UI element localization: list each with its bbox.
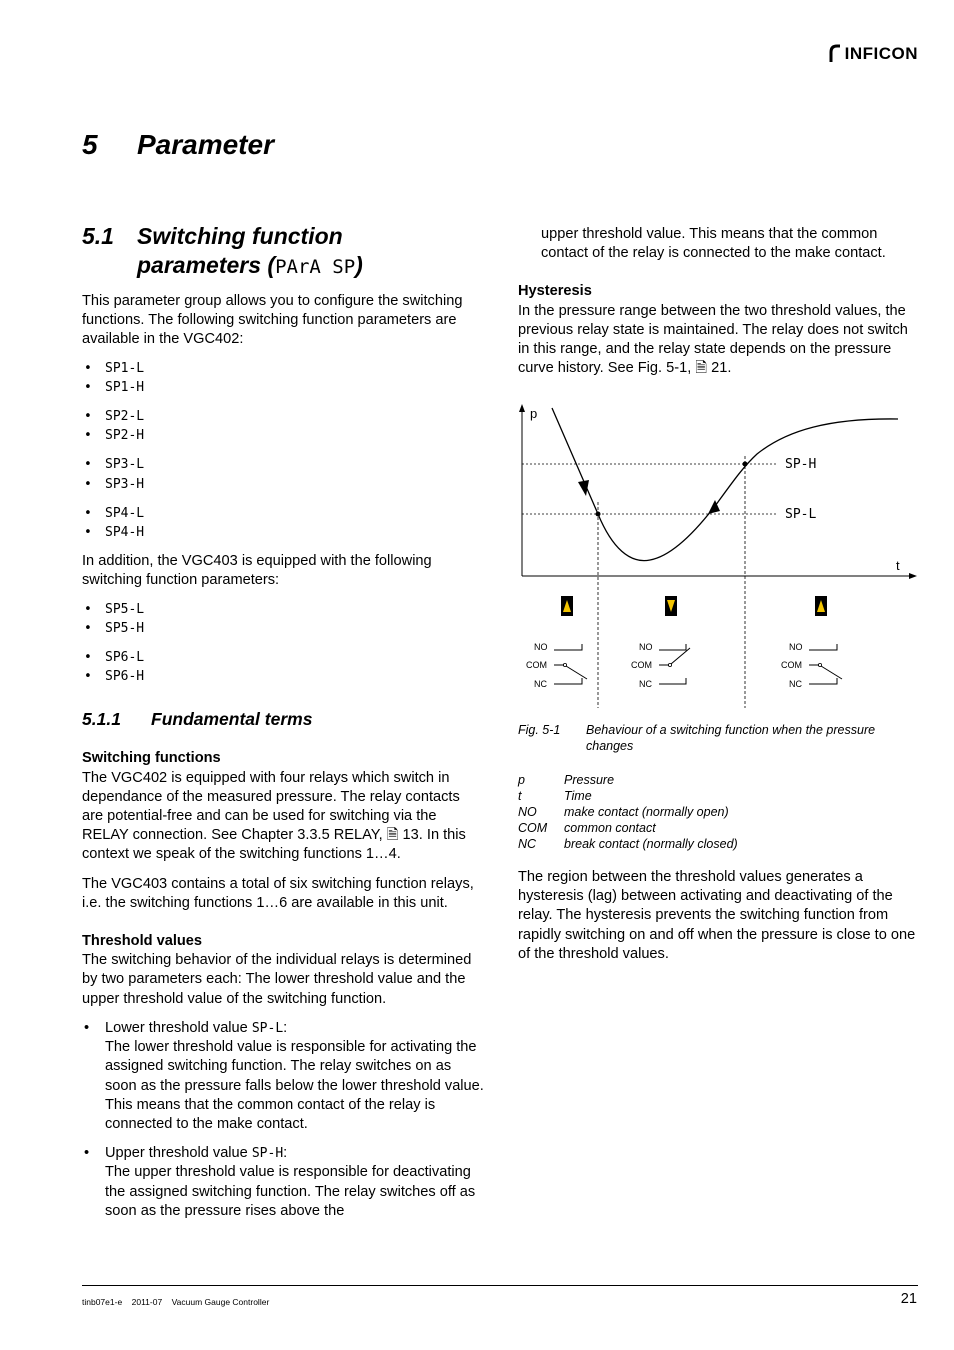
- legend-key: t: [518, 789, 522, 803]
- legend-value: Pressure: [564, 773, 615, 787]
- contact-1-no: NO: [534, 642, 548, 652]
- sp-list-vgc402: [82, 359, 484, 543]
- legend-key: NO: [518, 805, 537, 819]
- hysteresis-heading: Hysteresis: [518, 283, 592, 300]
- section-title-code: PArA SP: [275, 256, 356, 278]
- contact-1-nc: NC: [534, 679, 547, 689]
- p-axis-arrow: [519, 404, 525, 412]
- lower-threshold-code: SP-L: [251, 1020, 284, 1036]
- legend-value: make contact (normally open): [564, 805, 729, 819]
- lower-threshold-label: Lower threshold value: [105, 1019, 252, 1036]
- legend-key: p: [518, 773, 525, 787]
- sp-parameter-item: • SP5-L: [82, 600, 484, 619]
- sp-group: [82, 407, 484, 445]
- upper-threshold-colon: :: [283, 1145, 288, 1162]
- contact-2-nc: NC: [639, 679, 652, 689]
- sp-list-vgc403: [82, 600, 484, 687]
- legend-row: [518, 772, 918, 788]
- contact-diagram-1: [526, 642, 587, 689]
- contact-3-no: NO: [789, 642, 803, 652]
- left-column: [82, 292, 484, 1221]
- sp-parameter-item: • SP2-L: [82, 407, 484, 426]
- subsection-number: 5.1.1: [82, 709, 121, 730]
- logo-text: INFICON: [844, 44, 918, 64]
- legend-row: [518, 836, 918, 852]
- sp-parameter-item: • SP3-L: [82, 455, 484, 474]
- state-indicator-3: [815, 596, 827, 616]
- page-number: 21: [900, 1291, 917, 1307]
- legend-key: NC: [518, 837, 537, 851]
- sp-parameter-item: • SP4-L: [82, 504, 484, 523]
- figure-caption: [518, 722, 918, 754]
- legend-row: [518, 820, 918, 836]
- legend-value: break contact (normally closed): [564, 837, 738, 851]
- sp-parameter-item: • SP1-H: [82, 378, 484, 397]
- inficon-logo: [828, 44, 918, 64]
- upper-threshold-item: [82, 1144, 484, 1221]
- legend-value: Time: [564, 789, 592, 803]
- lower-threshold-colon: :: [283, 1019, 288, 1036]
- sp-l-label: SP-L: [785, 507, 817, 522]
- axis-t-label: t: [896, 558, 900, 573]
- sp-group: [82, 504, 484, 542]
- contact-3-nc: NC: [789, 679, 802, 689]
- figure-legend: [518, 772, 918, 852]
- intro-paragraph: This parameter group allows you to configure the switching functions. The following switching function parameters are available in the VGC402:: [82, 293, 463, 348]
- contact-3-com: COM: [781, 660, 802, 670]
- sp-parameter-item: • SP3-H: [82, 475, 484, 494]
- contact-diagram-3: [781, 642, 842, 689]
- region-text: The region between the threshold values generates a hysteresis (lag) between activating and deactivating of the relay. The hysteresis prevents the switching function from rapidly switching on and off when the pressure is close to one of the threshold values.: [518, 869, 916, 962]
- sp-parameter-item: • SP1-L: [82, 359, 484, 378]
- pressure-curve: [552, 408, 898, 561]
- threshold-heading: Threshold values: [82, 933, 203, 950]
- section-title-prefix: parameters (: [137, 252, 276, 278]
- figure-caption-block: [518, 722, 918, 964]
- contact-2-com: COM: [631, 660, 652, 670]
- footer-doc-info: tinb07e1-e 2011-07 Vacuum Gauge Controller: [82, 1297, 270, 1307]
- state-indicator-2: [665, 596, 677, 616]
- figure-label: Fig. 5-1: [518, 723, 561, 737]
- curve-arrow-down: [578, 480, 589, 496]
- vgc403-text: The VGC403 contains a total of six switching function relays, i.e. the switching functions 1…6 are available in this unit.: [82, 875, 474, 911]
- footer-divider: [82, 1285, 918, 1286]
- legend-row: [518, 788, 918, 804]
- section-number: 5.1: [82, 223, 114, 249]
- chapter-title: [82, 128, 274, 162]
- upper-threshold-code: SP-H: [251, 1146, 284, 1162]
- threshold-text: The switching behavior of the individual relays is determined by two parameters each: The lower threshold value and the upper threshold value of the switching function.: [82, 952, 472, 1007]
- state-indicator-1: [561, 596, 573, 616]
- contact-diagram-2: [631, 642, 690, 689]
- switch-point-1: [596, 512, 601, 517]
- sp-parameter-item: • SP2-H: [82, 426, 484, 445]
- right-column: [518, 225, 918, 378]
- sp-parameter-item: • SP6-L: [82, 648, 484, 667]
- contact-1-com: COM: [526, 660, 547, 670]
- switch-point-2: [743, 462, 748, 467]
- t-axis-arrow: [909, 573, 917, 579]
- legend-row: [518, 804, 918, 820]
- chapter-number: 5: [82, 129, 98, 160]
- sp-group: [82, 648, 484, 686]
- sp-group: [82, 600, 484, 638]
- legend-key: COM: [518, 821, 548, 835]
- section-title-suffix: ): [355, 252, 363, 278]
- chapter-title-text: Parameter: [137, 129, 274, 160]
- axis-p-label: p: [530, 406, 538, 421]
- sp-parameter-item: • SP4-H: [82, 523, 484, 542]
- figure-caption-text: Behaviour of a switching function when the pressure changes: [586, 723, 876, 753]
- switching-figure: [512, 398, 922, 710]
- subsection-title-text: Fundamental terms: [151, 709, 313, 730]
- legend-value: common contact: [564, 821, 656, 835]
- section-title-line1: Switching function: [137, 223, 343, 249]
- contact-2-no: NO: [639, 642, 653, 652]
- lower-threshold-text: The lower threshold value is responsible for activating the assigned switching function. The relay switches on as soon as the pressure falls below the lower threshold value. This means that the common contact of the relay is connected to the make contact.: [105, 1039, 484, 1132]
- upper-threshold-label: Upper threshold value: [105, 1145, 252, 1162]
- sp-parameter-item: • SP5-H: [82, 619, 484, 638]
- upper-threshold-text: The upper threshold value is responsible for deactivating the assigned switching function. The relay switches off as soon as the pressure rises above the: [105, 1164, 476, 1219]
- hysteresis-text: In the pressure range between the two threshold values, the previous relay state is maintained. The relay does not switch in this range, and the relay state depends on the pressure curve history. See Fig. 5-1, 🗎 21.: [518, 302, 908, 377]
- subsection-title: [82, 708, 484, 730]
- sp-parameter-item: • SP6-H: [82, 667, 484, 686]
- switching-heading: Switching functions: [82, 750, 221, 767]
- section-title: [82, 222, 482, 282]
- lower-threshold-item: [82, 1019, 484, 1134]
- vgc403-intro: In addition, the VGC403 is equipped with the following switching function parameters:: [82, 553, 432, 589]
- sp-group: [82, 359, 484, 397]
- inficon-logo-icon: [828, 44, 842, 64]
- continuation-text: upper threshold value. This means that the common contact of the relay is connected to the make contact.: [541, 226, 886, 262]
- sp-group: [82, 455, 484, 493]
- sp-h-label: SP-H: [785, 457, 817, 472]
- switching-text: The VGC402 is equipped with four relays which switch in dependance of the measured pressure. The relay contacts are potential-free and can be used for switching via the RELAY connection. See Chapter 3.3.5 RELAY, 🗎 13. In this context we speak of the switching functions 1…4.: [82, 769, 466, 863]
